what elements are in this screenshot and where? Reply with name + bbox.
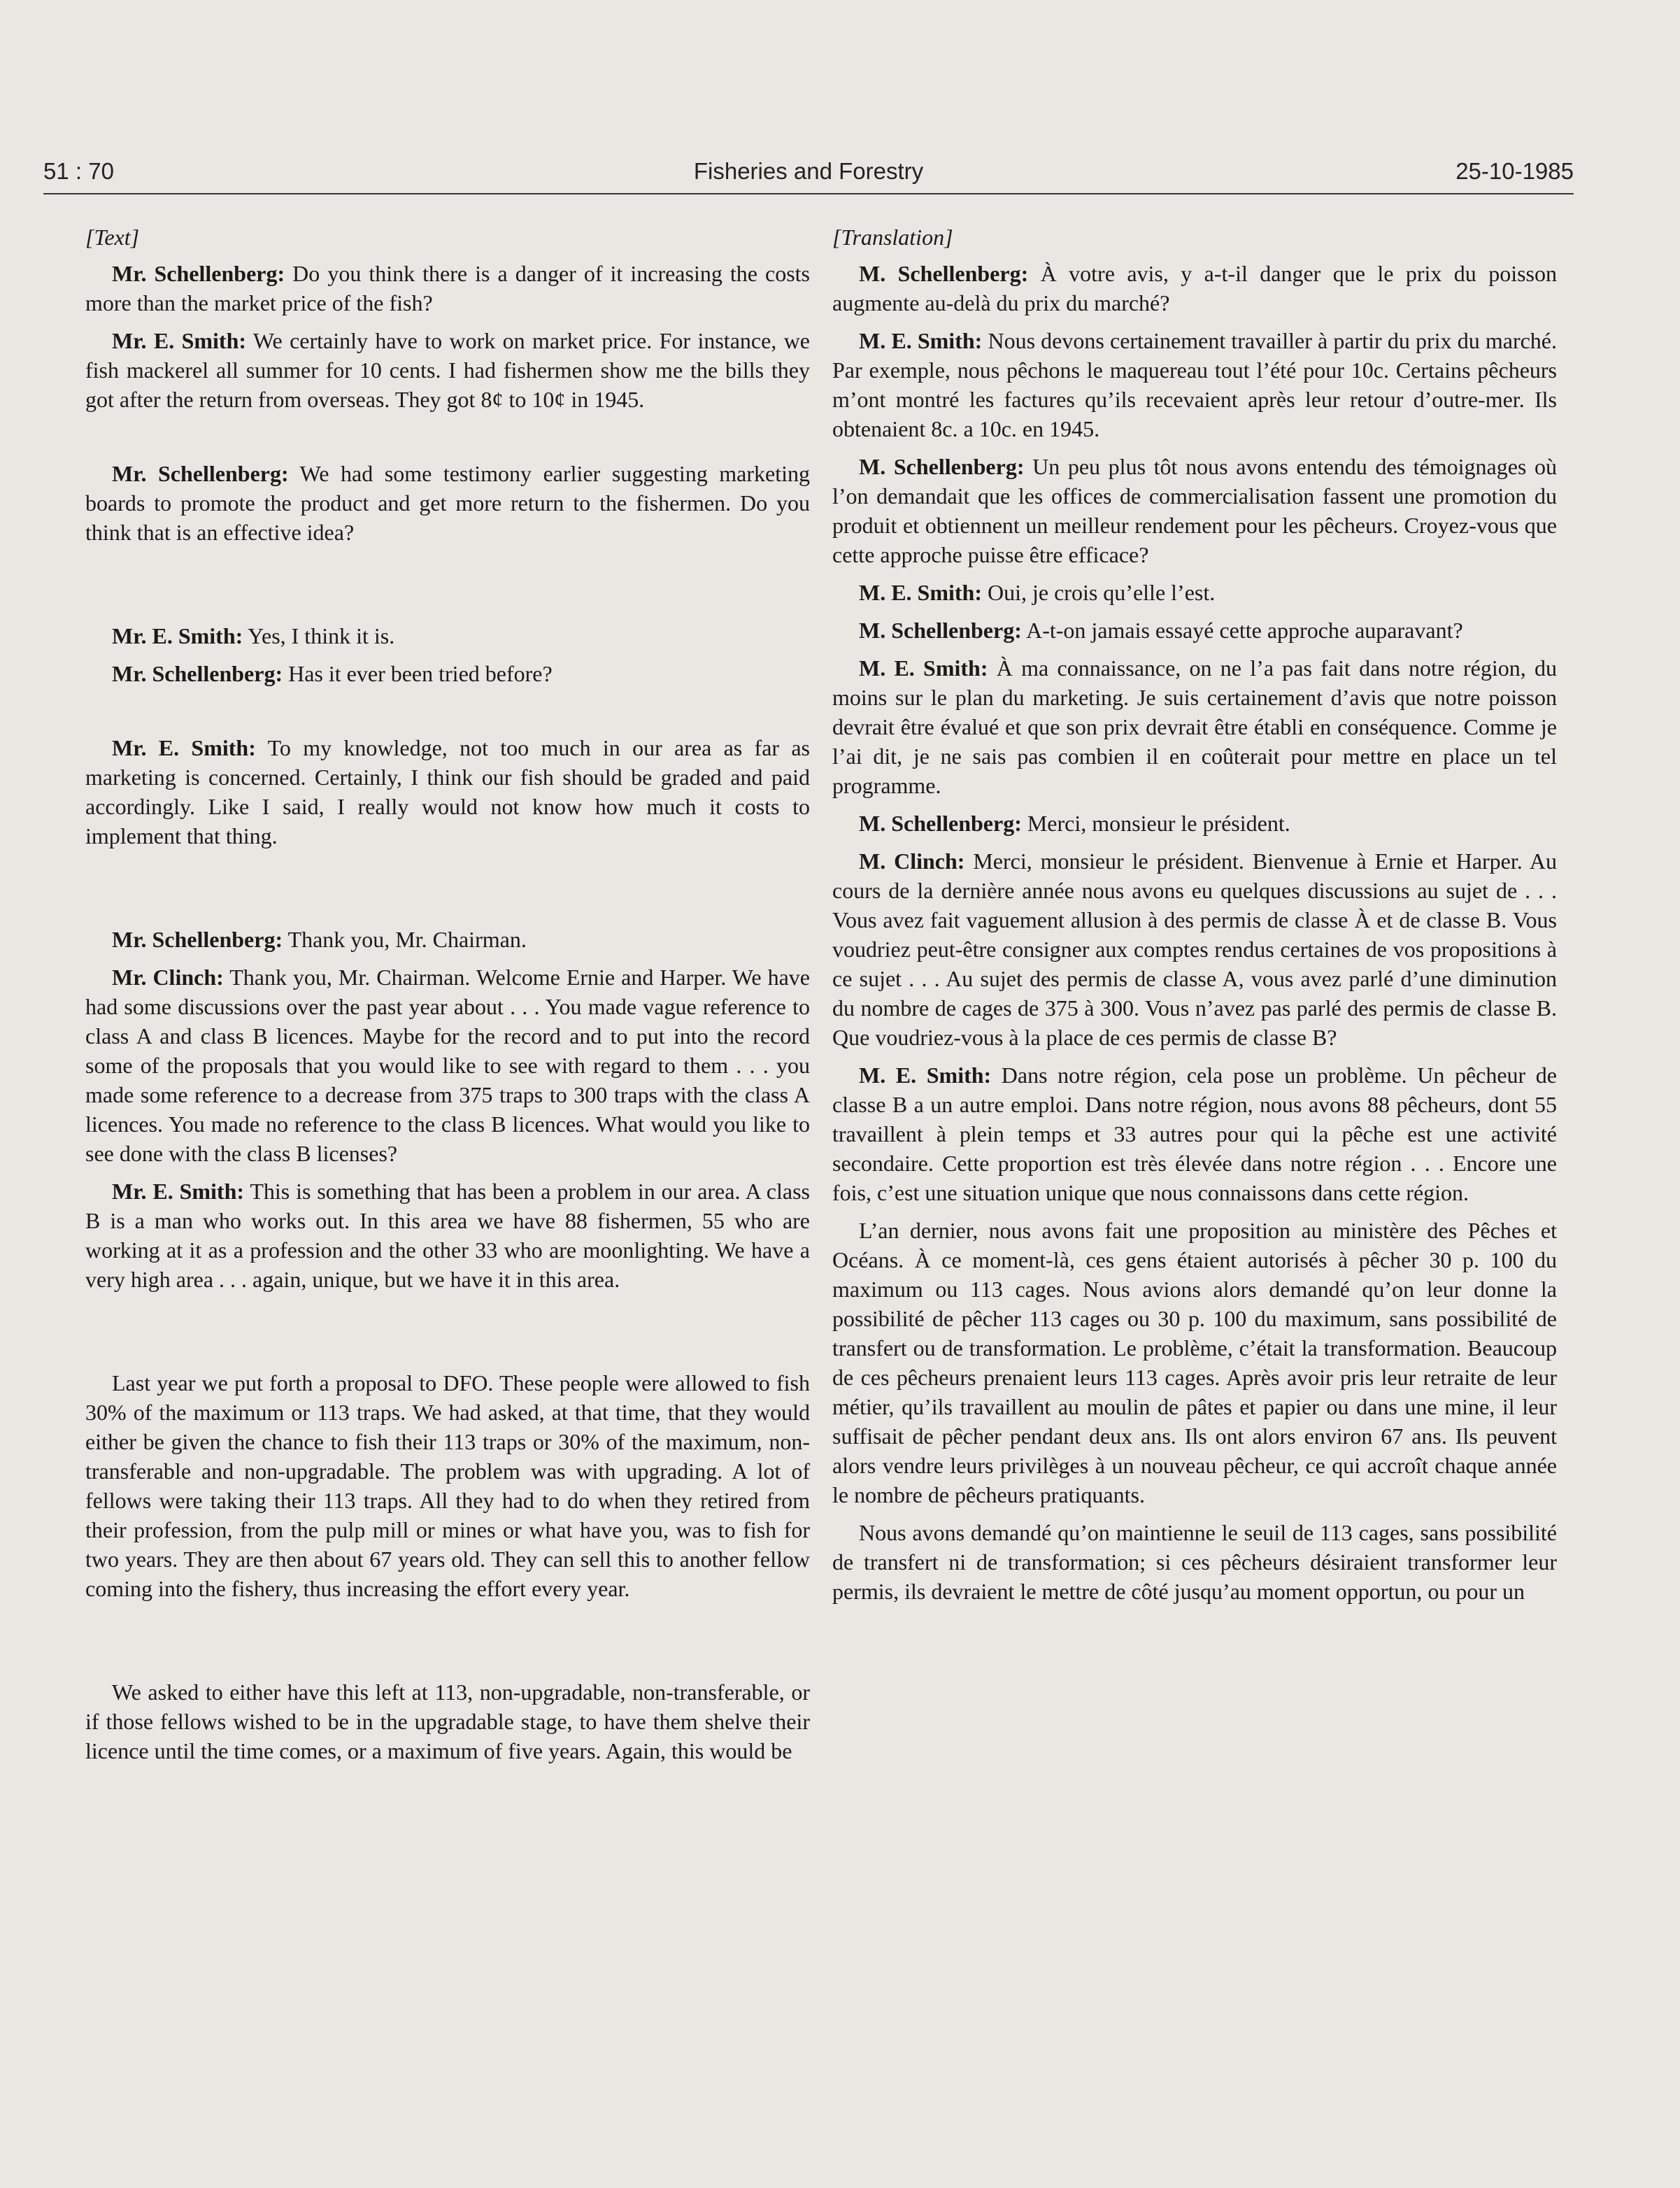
speaker-name: M. Schellenberg: xyxy=(859,618,1022,643)
paragraph-text: Yes, I think it is. xyxy=(243,623,395,648)
paragraph xyxy=(85,459,810,547)
paragraph-text: To my knowledge, not too much in our area as far as marketing is concerned. Certainly, I think our fish should be graded and paid accordingly. Like I said, I really would not know how much it costs to implement that thing. xyxy=(85,735,811,848)
paragraph-text: Thank you, Mr. Chairman. xyxy=(283,927,527,952)
speaker-name: Mr. E. Smith: xyxy=(112,1179,245,1204)
paragraph-text: Thank you, Mr. Chairman. Welcome Ernie and Harper. We have had some discussions over the past year about . . . You made vague reference to class A and class B licences. Maybe for the record and to put into the record some of the proposals that you would like to see with regard to them . . . you made some reference to a decrease from 375 traps to 300 traps with the class A licences. You made no reference to the class B licences. What would you like to see done with the class B licenses? xyxy=(85,965,811,1166)
header-rule xyxy=(43,193,1574,194)
paragraph xyxy=(832,809,1557,838)
paragraph-text: We had some testimony earlier suggesting marketing boards to promote the product and get more return to the fishermen. Do you think that is an effective idea? xyxy=(85,461,811,545)
paragraph xyxy=(832,1060,1557,1207)
paragraph-text: Dans notre région, cela pose un problème. Un pêcheur de classe B a un autre emploi. Dans notre région, nous avons 88 pêcheurs, dont 55 travaillent à plein temps et 33 autres pour qui la pêche est une activité secondaire. Cette proportion est très élevée dans notre région . . . Encore une fois, c’est une situation unique que nous connaissons dans cette région. xyxy=(832,1063,1558,1205)
speaker-name: M. Schellenberg: xyxy=(859,261,1029,286)
paragraph xyxy=(832,653,1557,800)
speaker-name: Mr. Clinch: xyxy=(112,965,224,990)
speaker-name: M. E. Smith: xyxy=(859,580,982,605)
speaker-name: M. Schellenberg: xyxy=(859,454,1025,479)
paragraph xyxy=(832,326,1557,443)
column-label: [Translation] xyxy=(832,225,953,250)
paragraph xyxy=(832,1216,1557,1509)
french-column xyxy=(832,222,1557,1606)
paragraph xyxy=(85,259,810,318)
paragraph xyxy=(85,1677,810,1766)
speaker-name: Mr. Schellenberg: xyxy=(112,261,285,286)
paragraph-text: Oui, je crois qu’elle l’est. xyxy=(982,580,1216,605)
paragraph-text: L’an dernier, nous avons fait une proposition au ministère des Pêches et Océans. À ce moment-là, ces gens étaient autorisés à pêcher 30 p. 100 du maximum ou 113 cages. Nous avions alors demandé qu’on leur donne la possibilité de pêcher 113 cages ou 30 p. 100 du maximum, sans possibilité de transfert ou de transformation. Le problème, c’était la transformation. Beaucoup de ces pêcheurs prenaient leurs 113 cages. Après avoir pris leur retraite de leur métier, qu’ils travaillent au moulin de pâtes et papier ou dans une mine, il leur suffisait de pêcher pendant deux ans. Ils ont alors environ 67 ans. Ils peuvent alors vendre leurs privilèges à un nouveau pêcheur, ce qui accroît chaque année le nombre de pêcheurs pratiquants. xyxy=(832,1218,1557,1507)
sitting-date: 25-10-1985 xyxy=(1455,158,1574,184)
speaker-name: Mr. E. Smith: xyxy=(112,623,243,648)
paragraph-text: Do you think there is a danger of it increasing the costs more than the market price of the fish? xyxy=(85,261,810,315)
speaker-name: Mr. Schellenberg: xyxy=(112,927,283,952)
paragraph-text: Has it ever been tried before? xyxy=(283,661,553,686)
paragraph xyxy=(832,1518,1557,1606)
paragraph xyxy=(85,1368,810,1603)
speaker-name: M. Schellenberg: xyxy=(859,811,1022,836)
paragraph-text: Nous devons certainement travailler à partir du prix du marché. Par exemple, nous pêchons le maquereau tout l’été pour 10c. Certains pêcheurs m’ont montré les factures qu’ils recevaient après leur retour d’outre-mer. Ils obtenaient 8c. a 10c. en 1945. xyxy=(832,328,1558,441)
paragraph xyxy=(85,962,810,1168)
speaker-name: M. E. Smith: xyxy=(859,655,988,681)
paragraph xyxy=(832,616,1557,645)
paragraph-text: Merci, monsieur le président. Bienvenue à Ernie et Harper. Au cours de la dernière année nous avons eu quelques discussions au sujet de . . . Vous avez fait vaguement allusion à des permis de classe À et de classe B. Vous voudriez peut-être consigner aux comptes rendus certaines de vos propositions à ce sujet . . . Au sujet des permis de classe A, vous avez parlé d’une diminution du nombre de cages de 375 à 300. Vous n’avez pas parlé des permis de classe B. Que voudriez-vous à la place de ces permis de classe B? xyxy=(832,848,1558,1050)
speaker-name: Mr. E. Smith: xyxy=(112,328,247,353)
paragraph-text: Last year we put forth a proposal to DFO. These people were allowed to fish 30% of the maximum or 113 traps. We had asked, at that time, that they would either be given the chance to fish their 113 traps or 30% of the maximum, non-transferable and non-upgradable. The problem was with upgrading. A lot of fellows were taking their 113 traps. All they had to do when they retired from their profession, from the pulp mill or mines or what have you, was to fish for two years. They are then about 67 years old. They can sell this to another fellow coming into the fishery, thus increasing the effort every year. xyxy=(85,1370,810,1601)
speaker-name: Mr. E. Smith: xyxy=(112,735,256,760)
paragraph-text: Merci, monsieur le président. xyxy=(1021,811,1290,836)
paragraph xyxy=(832,452,1557,569)
speaker-name: M. E. Smith: xyxy=(859,328,983,353)
paragraph-text: We asked to either have this left at 113, non-upgradable, non-transferable, or if those fellows wished to be in the upgradable stage, to have them shelve their licence until the time comes, or a maximum of five years. Again, this would be xyxy=(85,1679,810,1763)
page-header xyxy=(43,158,1574,192)
paragraph-text: A-t-on jamais essayé cette approche auparavant? xyxy=(1021,618,1463,643)
paragraph xyxy=(85,925,810,954)
speaker-name: Mr. Schellenberg: xyxy=(112,661,283,686)
speaker-name: M. E. Smith: xyxy=(859,1063,992,1088)
paragraph-text: Nous avons demandé qu’on maintienne le seuil de 113 cages, sans possibilité de transfert ni de transformation; si ces pêcheurs désiraient transformer leur permis, ils devraient le mettre de côté jusqu’au moment opportun, ou pour un xyxy=(832,1520,1557,1604)
column-label: [Text] xyxy=(85,225,140,250)
english-column xyxy=(85,222,810,1766)
paragraph-text: Un peu plus tôt nous avons entendu des témoignages où l’on demandait que les offices de commercialisation fassent une promotion du produit et obtiennent un meilleur rendement pour les pêcheurs. Croyez-vous que cette approche puisse être efficace? xyxy=(832,454,1558,567)
committee-title: Fisheries and Forestry xyxy=(693,158,924,184)
paragraph xyxy=(832,578,1557,607)
paragraph-text: This is something that has been a problem in our area. A class B is a man who works out. In this area we have 88 fishermen, 55 who are working at it as a profession and the other 33 who are moonlighting. We have a very high area . . . again, unique, but we have it in this area. xyxy=(85,1179,811,1292)
paragraph xyxy=(832,259,1557,318)
paragraph-text: À votre avis, y a-t-il danger que le prix du poisson augmente au-delà du prix du marché? xyxy=(832,261,1558,315)
speaker-name: M. Clinch: xyxy=(859,848,965,874)
paragraph xyxy=(85,326,810,414)
page-number: 51 : 70 xyxy=(43,158,114,184)
paragraph xyxy=(85,733,810,851)
speaker-name: Mr. Schellenberg: xyxy=(112,461,289,486)
paragraph xyxy=(85,621,810,651)
paragraph xyxy=(85,659,810,688)
paragraph-text: We certainly have to work on market price. For instance, we fish mackerel all summer for 10 cents. I had fishermen show me the bills they got after the return from overseas. They got 8¢ to 10¢ in 1945. xyxy=(85,328,811,412)
paragraph xyxy=(832,846,1557,1052)
paragraph xyxy=(85,1177,810,1294)
paragraph-text: À ma connaissance, on ne l’a pas fait dans notre région, du moins sur le plan du marketing. Je suis certainement d’avis que notre poisson devrait être évalué et que son prix devrait être établi en conséquence. Comme je l’ai dit, je ne sais pas combien il en coûterait pour mettre en place un tel programme. xyxy=(832,655,1558,798)
